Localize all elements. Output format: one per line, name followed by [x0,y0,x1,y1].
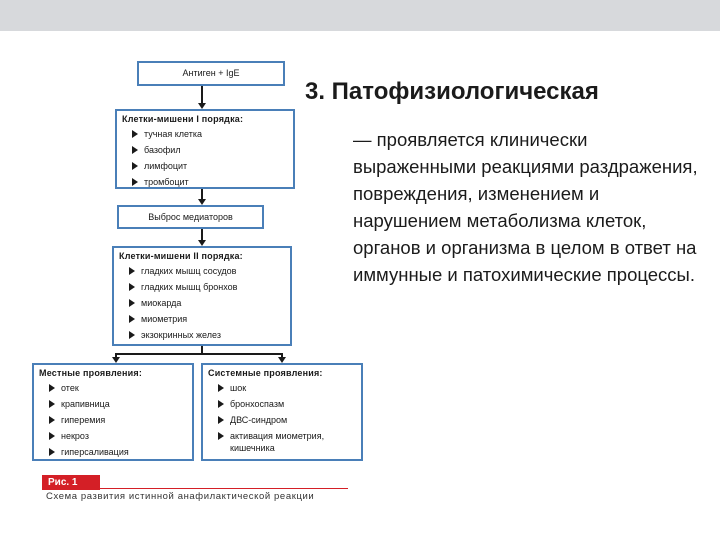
targets-second-order-box [112,246,292,346]
triangle-bullet-icon [129,331,135,339]
list-item: гиперемия [34,412,192,428]
triangle-bullet-icon [129,267,135,275]
caption-divider [42,488,348,489]
list-item: отек [34,380,192,396]
antigen-box [137,61,285,86]
list-item: тромбоцит [117,174,293,190]
local-manifestations-title: Местные проявления: [39,368,143,378]
triangle-bullet-icon [218,384,224,392]
list-item: ДВС-синдром [203,412,361,428]
list-item: гладких мышц бронхов [114,279,290,295]
local-manifestations-box [32,363,194,461]
list-item: бронхоспазм [203,396,361,412]
figure-label: Рис. 1 [42,475,100,490]
list-item: гладких мышц сосудов [114,263,290,279]
triangle-bullet-icon [129,283,135,291]
list-item: миокарда [114,295,290,311]
slide-body-text: — проявляется клинически выраженными реакциями раздражения, повреждения, изменением и нарушением метаболизма клеток, органов и организма в целом в ответ на иммунные и патохимические процессы. [353,129,698,285]
list-item: активация миометрия, кишечника [203,428,361,454]
targets-first-order-title: Клетки-мишени I порядка: [122,114,244,124]
triangle-bullet-icon [49,384,55,392]
targets-second-order-title: Клетки-мишени II порядка: [119,251,243,261]
list-item: базофил [117,142,293,158]
triangle-bullet-icon [218,432,224,440]
triangle-bullet-icon [49,416,55,424]
triangle-bullet-icon [49,400,55,408]
mediators-label: Выброс медиаторов [148,212,233,222]
list-item: гиперсаливация [34,444,192,460]
top-bar [0,0,720,31]
figure-caption: Схема развития истинной анафилактической реакции [46,491,315,502]
triangle-bullet-icon [132,162,138,170]
slide-title: 3. Патофизиологическая [305,78,599,105]
triangle-bullet-icon [132,178,138,186]
triangle-bullet-icon [49,448,55,456]
triangle-bullet-icon [132,130,138,138]
triangle-bullet-icon [218,400,224,408]
mediators-box [117,205,264,229]
list-item: лимфоцит [117,158,293,174]
antigen-label: Антиген + IgE [182,68,240,78]
list-item: миометрия [114,311,290,327]
list-item: крапивница [34,396,192,412]
list-item: тучная клетка [117,126,293,142]
triangle-bullet-icon [129,299,135,307]
connector-line [115,353,283,355]
systemic-manifestations-title: Системные проявления: [208,368,323,378]
triangle-bullet-icon [129,315,135,323]
list-item: шок [203,380,361,396]
triangle-bullet-icon [218,416,224,424]
triangle-bullet-icon [49,432,55,440]
triangle-bullet-icon [132,146,138,154]
systemic-manifestations-box [201,363,363,461]
targets-first-order-box [115,109,295,189]
list-item: некроз [34,428,192,444]
connector-line [201,86,203,104]
list-item: экзокринных желез [114,327,290,343]
